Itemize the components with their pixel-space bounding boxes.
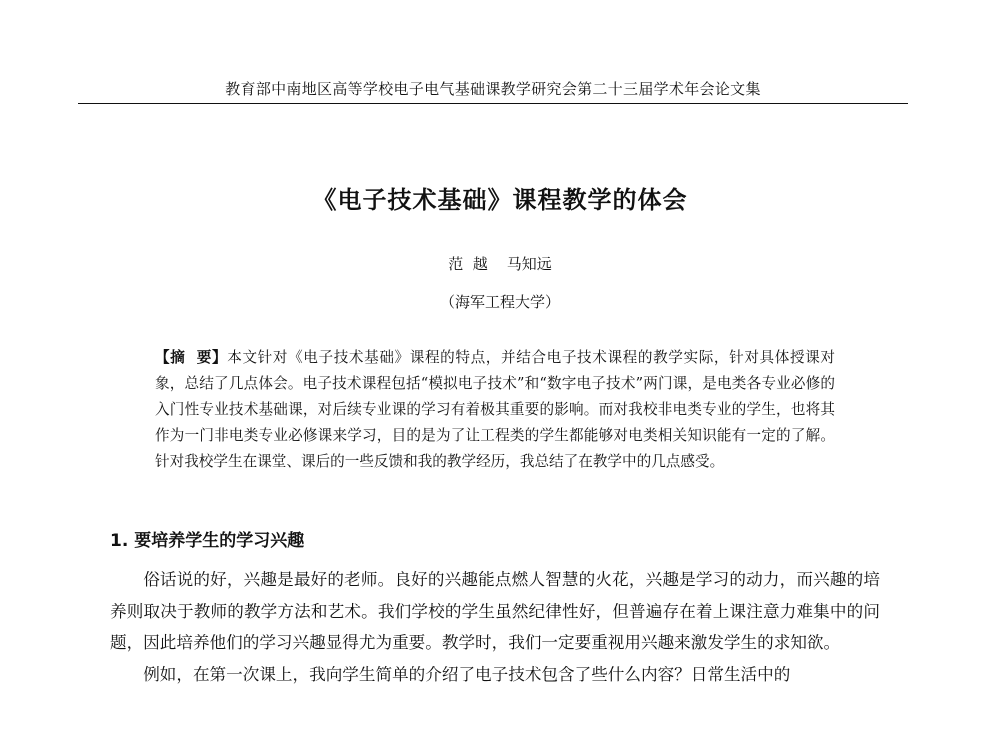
abstract-label: 【摘 要】	[155, 349, 228, 366]
paper-affiliation: （海军工程大学）	[439, 293, 560, 311]
section-heading: 1. 要培养学生的学习兴趣	[110, 531, 305, 551]
abstract	[155, 345, 835, 475]
paper-authors: 范 越 马知远	[448, 255, 552, 273]
body-paragraph: 例如，在第一次课上，我向学生简单的介绍了电子技术包含了些什么内容？日常生活中的	[143, 664, 791, 684]
header-rule	[78, 103, 908, 104]
body-paragraph: 俗话说的好，兴趣是最好的老师。良好的兴趣能点燃人智慧的火花，兴趣是学习的动力，而兴趣的培养则取决于教师的教学方法和艺术。我们学校的学生虽然纪律性好，但普遍存在着上课注意力难集中的问题，因此培养他们的学习兴趣显得尤为重要。教学时，我们一定要重视用兴趣来激发学生的求知欲。	[110, 570, 880, 652]
abstract-text: 本文针对《电子技术基础》课程的特点，并结合电子技术课程的教学实际，针对具体授课对象，总结了几点体会。电子技术课程包括“模拟电子技术”和“数字电子技术”两门课，是电类各专业必修的入门性专业技术基础课，对后续专业课的学习有着极其重要的影响。而对我校非电类专业的学生，也将其作为一门非电类专业必修课来学习，目的是为了让工程类的学生都能够对电类相关知识能有一定的了解。针对我校学生在课堂、课后的一些反馈和我的教学经历，我总结了在教学中的几点感受。	[155, 349, 835, 470]
running-header: 教育部中南地区高等学校电子电气基础课教学研究会第二十三届学术年会论文集	[225, 80, 761, 98]
paper-title: 《电子技术基础》课程教学的体会	[312, 186, 688, 214]
section-body	[110, 564, 880, 690]
